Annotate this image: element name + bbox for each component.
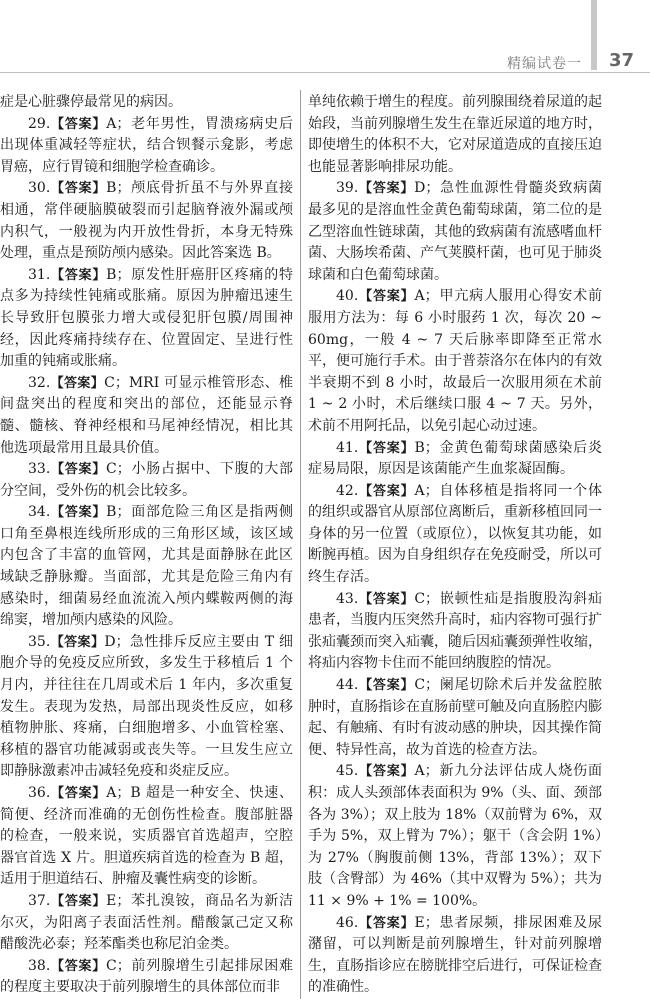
answer-label: 【答案】 (358, 764, 415, 780)
question-number: 31. (28, 266, 51, 283)
column-divider (300, 90, 301, 999)
answer-paragraph (308, 675, 602, 761)
answer-paragraph (308, 178, 602, 286)
answer-text: B；面部危险三角区是指两侧口角至鼻根连线所形成的三角形区域，该区域内包含了丰富的血管网，尤其是面静脉在此区域缺乏静脉瓣。当面部，尤其是危险三角内有感染时，细菌易经血流流入颅内蝶鞍两侧的海绵窦，增加颅内感染的风险。 (0, 504, 293, 629)
answer-paragraph (0, 632, 293, 783)
answer-text: C；MRI 可显示椎管形态、椎间盘突出的程度和突出的部位，还能显示脊髓、髓核、脊神经根和马尾神经情况，相比其他选项最常用且最具价值。 (0, 374, 293, 456)
answer-paragraph (308, 286, 602, 437)
question-number: 37. (28, 892, 51, 909)
answer-text: D；急性血源性骨髓炎致病菌最多见的是溶血性金黄色葡萄球菌，第二位的是乙型溶血性链球菌，其他的致病菌有流感嗜血杆菌、大肠埃希菌、产气荚膜杆菌，也可见于肺炎球菌和白色葡萄球菌。 (308, 180, 602, 283)
answer-label: 【答案】 (50, 505, 107, 521)
answer-text: D；急性排斥反应主要由 T 细胞介导的免疫反应所致，多发生于移植后 1 个月内，并往往在几周或术后 1 年内，多次重复发生。表现为发热，局部出现炎性反应，如移植物肿胀、疼痛，白细胞增多、小血管栓塞、移植的器官功能减弱或丧失等。一旦发生应立即静脉激素冲击减轻免疫和炎症反应。 (0, 633, 293, 780)
answer-text: A；B 超是一种安全、快速、简便、经济而准确的无创伤性检查。腹部脏器的检查，一般来说，实质器官首选超声，空腔器官首选 X 片。胆道疾病首选的检查为 B 超，适用于胆道结石、肿瘤及囊性病变的诊断。 (0, 785, 293, 888)
answer-label: 【答案】 (358, 678, 415, 694)
question-number: 29. (28, 115, 51, 132)
question-number: 42. (336, 482, 359, 499)
question-number: 40. (336, 288, 359, 305)
answer-text: A；老年男性，胃溃疡病史后出现体重减轻等症状，结合钡餐示龛影，考虑胃癌，应行胃镜和细胞学检查确诊。 (0, 115, 293, 175)
question-number: 39. (336, 180, 359, 197)
answer-text: A；新九分法评估成人烧伤面积：成人头颈部体表面积为 9%（头、面、颈部各为 3%）；双上肢为 18%（双前臂为 6%，双手为 5%，双上臂为 7%）；躯干（含会阴 1%）为 27%（胸腹前侧 13%，背部 13%）；双下肢（含臀部）为 46%（其中双臀为 5%）；共为 11 × 9% + 1% = 100%。 (308, 763, 602, 909)
header-accent-bar (591, 0, 597, 70)
header-rule (0, 72, 650, 73)
header-label: 精编试卷一 (507, 56, 582, 72)
answer-text: E；患者尿频，排尿困难及尿潴留，可以判断是前列腺增生，针对前列腺增生，直肠指诊应在膀胱排空后进行，可保证检查的准确性。 (308, 914, 602, 996)
left-column (0, 92, 293, 999)
question-number: 44. (336, 677, 359, 694)
answer-label: 【答案】 (358, 915, 415, 931)
answer-paragraph (0, 459, 293, 502)
answer-text: B；金黄色葡萄球菌感染后炎症易局限，原因是该菌能产生血浆凝固酶。 (308, 439, 602, 478)
answer-label: 【答案】 (358, 181, 415, 197)
page-header (0, 0, 650, 80)
answer-label: 【答案】 (358, 289, 415, 305)
answer-label: 【答案】 (358, 591, 415, 607)
question-number: 30. (28, 180, 51, 197)
answer-label: 【答案】 (50, 375, 105, 391)
page-number: 37 (608, 50, 634, 71)
answer-text: A；自体移植是指将同一个体的组织或器官从原部位离断后，重新移植回同一身体的另一位置（或原位），以恢复其功能，如断腕再植。因为自身组织存在免疫耐受，所以可终生存活。 (308, 482, 602, 586)
answer-paragraph (0, 178, 293, 264)
answer-label: 【答案】 (50, 462, 107, 478)
answer-text: C；嵌顿性疝是指腹股沟斜疝患者，当腹内压突然升高时，疝内容物可强行扩张疝囊颈而突入疝囊，随后因疝囊颈弹性收缩，将疝内容物卡住而不能回纳腹腔的情况。 (308, 590, 602, 672)
answer-paragraph (0, 114, 293, 179)
answer-label: 【答案】 (50, 958, 107, 974)
question-number: 36. (28, 785, 51, 801)
answer-text: B；颅底骨折虽不与外界直接相通，常伴硬脑膜破裂而引起脑脊液外漏或颅内积气，一般视为内开放性骨折，本身无特殊处理，重点是预防颅内感染。因此答案选 B。 (0, 180, 293, 262)
question-number: 32. (28, 374, 51, 391)
answer-label: 【答案】 (50, 267, 107, 283)
answer-text: C；前列腺增生引起排尿困难的程度主要取决于前列腺增生的具体部位而非 (0, 957, 293, 996)
question-number: 41. (336, 439, 359, 456)
answer-paragraph (0, 373, 293, 459)
answer-text: E；苯扎溴铵，商品名为新洁尔灭，为阳离子表面活性剂。醋酸氯己定又称醋酸洗必泰；羟苯酯类也称尼泊金类。 (0, 892, 293, 953)
answer-paragraph (308, 92, 602, 178)
answer-paragraph (308, 589, 602, 675)
question-number: 38. (28, 957, 51, 974)
answer-label: 【答案】 (50, 116, 107, 132)
answer-text: 症是心脏骤停最常见的病因。 (0, 94, 182, 110)
answer-paragraph (0, 265, 293, 373)
question-number: 34. (28, 504, 51, 521)
answer-label: 【答案】 (50, 786, 107, 801)
answer-paragraph (0, 92, 293, 114)
answer-paragraph (308, 481, 602, 589)
answer-text: A；甲亢病人服用心得安术前服用方法为：每 6 小时服药 1 次，每次 20 ~ 60mg，一般 4 ~ 7 天后脉率即降至正常水平，便可施行手术。由于普萘洛尔在体内的有效半衰期不到 8 小时，故最后一次服用须在术前 1 ~ 2 小时，术后继续口服 4 ~ 7 天。另外，术前不用阿托品，以免引起心动过速。 (308, 288, 602, 434)
question-number: 45. (336, 763, 359, 780)
answer-label: 【答案】 (358, 440, 415, 456)
answer-label: 【答案】 (50, 634, 105, 650)
answer-paragraph (0, 891, 293, 956)
answer-paragraph (308, 438, 602, 481)
answer-text: B；原发性肝癌肝区疼痛的特点多为持续性钝痛或胀痛。原因为肿瘤迅速生长导致肝包膜张力增大或侵犯肝包膜/周围神经，因此疼痛持续存在、位置固定、呈进行性加重的钝痛或胀痛。 (0, 266, 293, 370)
question-number: 43. (336, 590, 359, 607)
question-number: 46. (336, 914, 359, 931)
answer-paragraph (308, 761, 602, 912)
answer-paragraph (0, 502, 293, 632)
answer-paragraph (0, 956, 293, 999)
question-number: 33. (28, 461, 51, 478)
answer-label: 【答案】 (50, 893, 107, 909)
answer-label: 【答案】 (358, 483, 415, 499)
answer-paragraph (308, 913, 602, 999)
answer-text: C；阑尾切除术后并发盆腔脓肿时，直肠指诊在直肠前壁可触及向直肠腔内膨起、有触痛、有时有波动感的肿块，因其操作简便、特异性高，故为首选的检查方法。 (308, 677, 602, 758)
answer-paragraph (0, 783, 293, 891)
right-column (308, 92, 602, 999)
question-number: 35. (28, 633, 51, 650)
answer-text: C；小肠占据中、下腹的大部分空间，受外伤的机会比较多。 (0, 461, 293, 499)
answer-text: 单纯依赖于增生的程度。前列腺围绕着尿道的起始段，当前列腺增生发生在靠近尿道的地方时，即使增生的体积不大，它对尿道造成的直接压迫也能显著影响排尿功能。 (308, 94, 602, 175)
answer-label: 【答案】 (50, 181, 107, 197)
